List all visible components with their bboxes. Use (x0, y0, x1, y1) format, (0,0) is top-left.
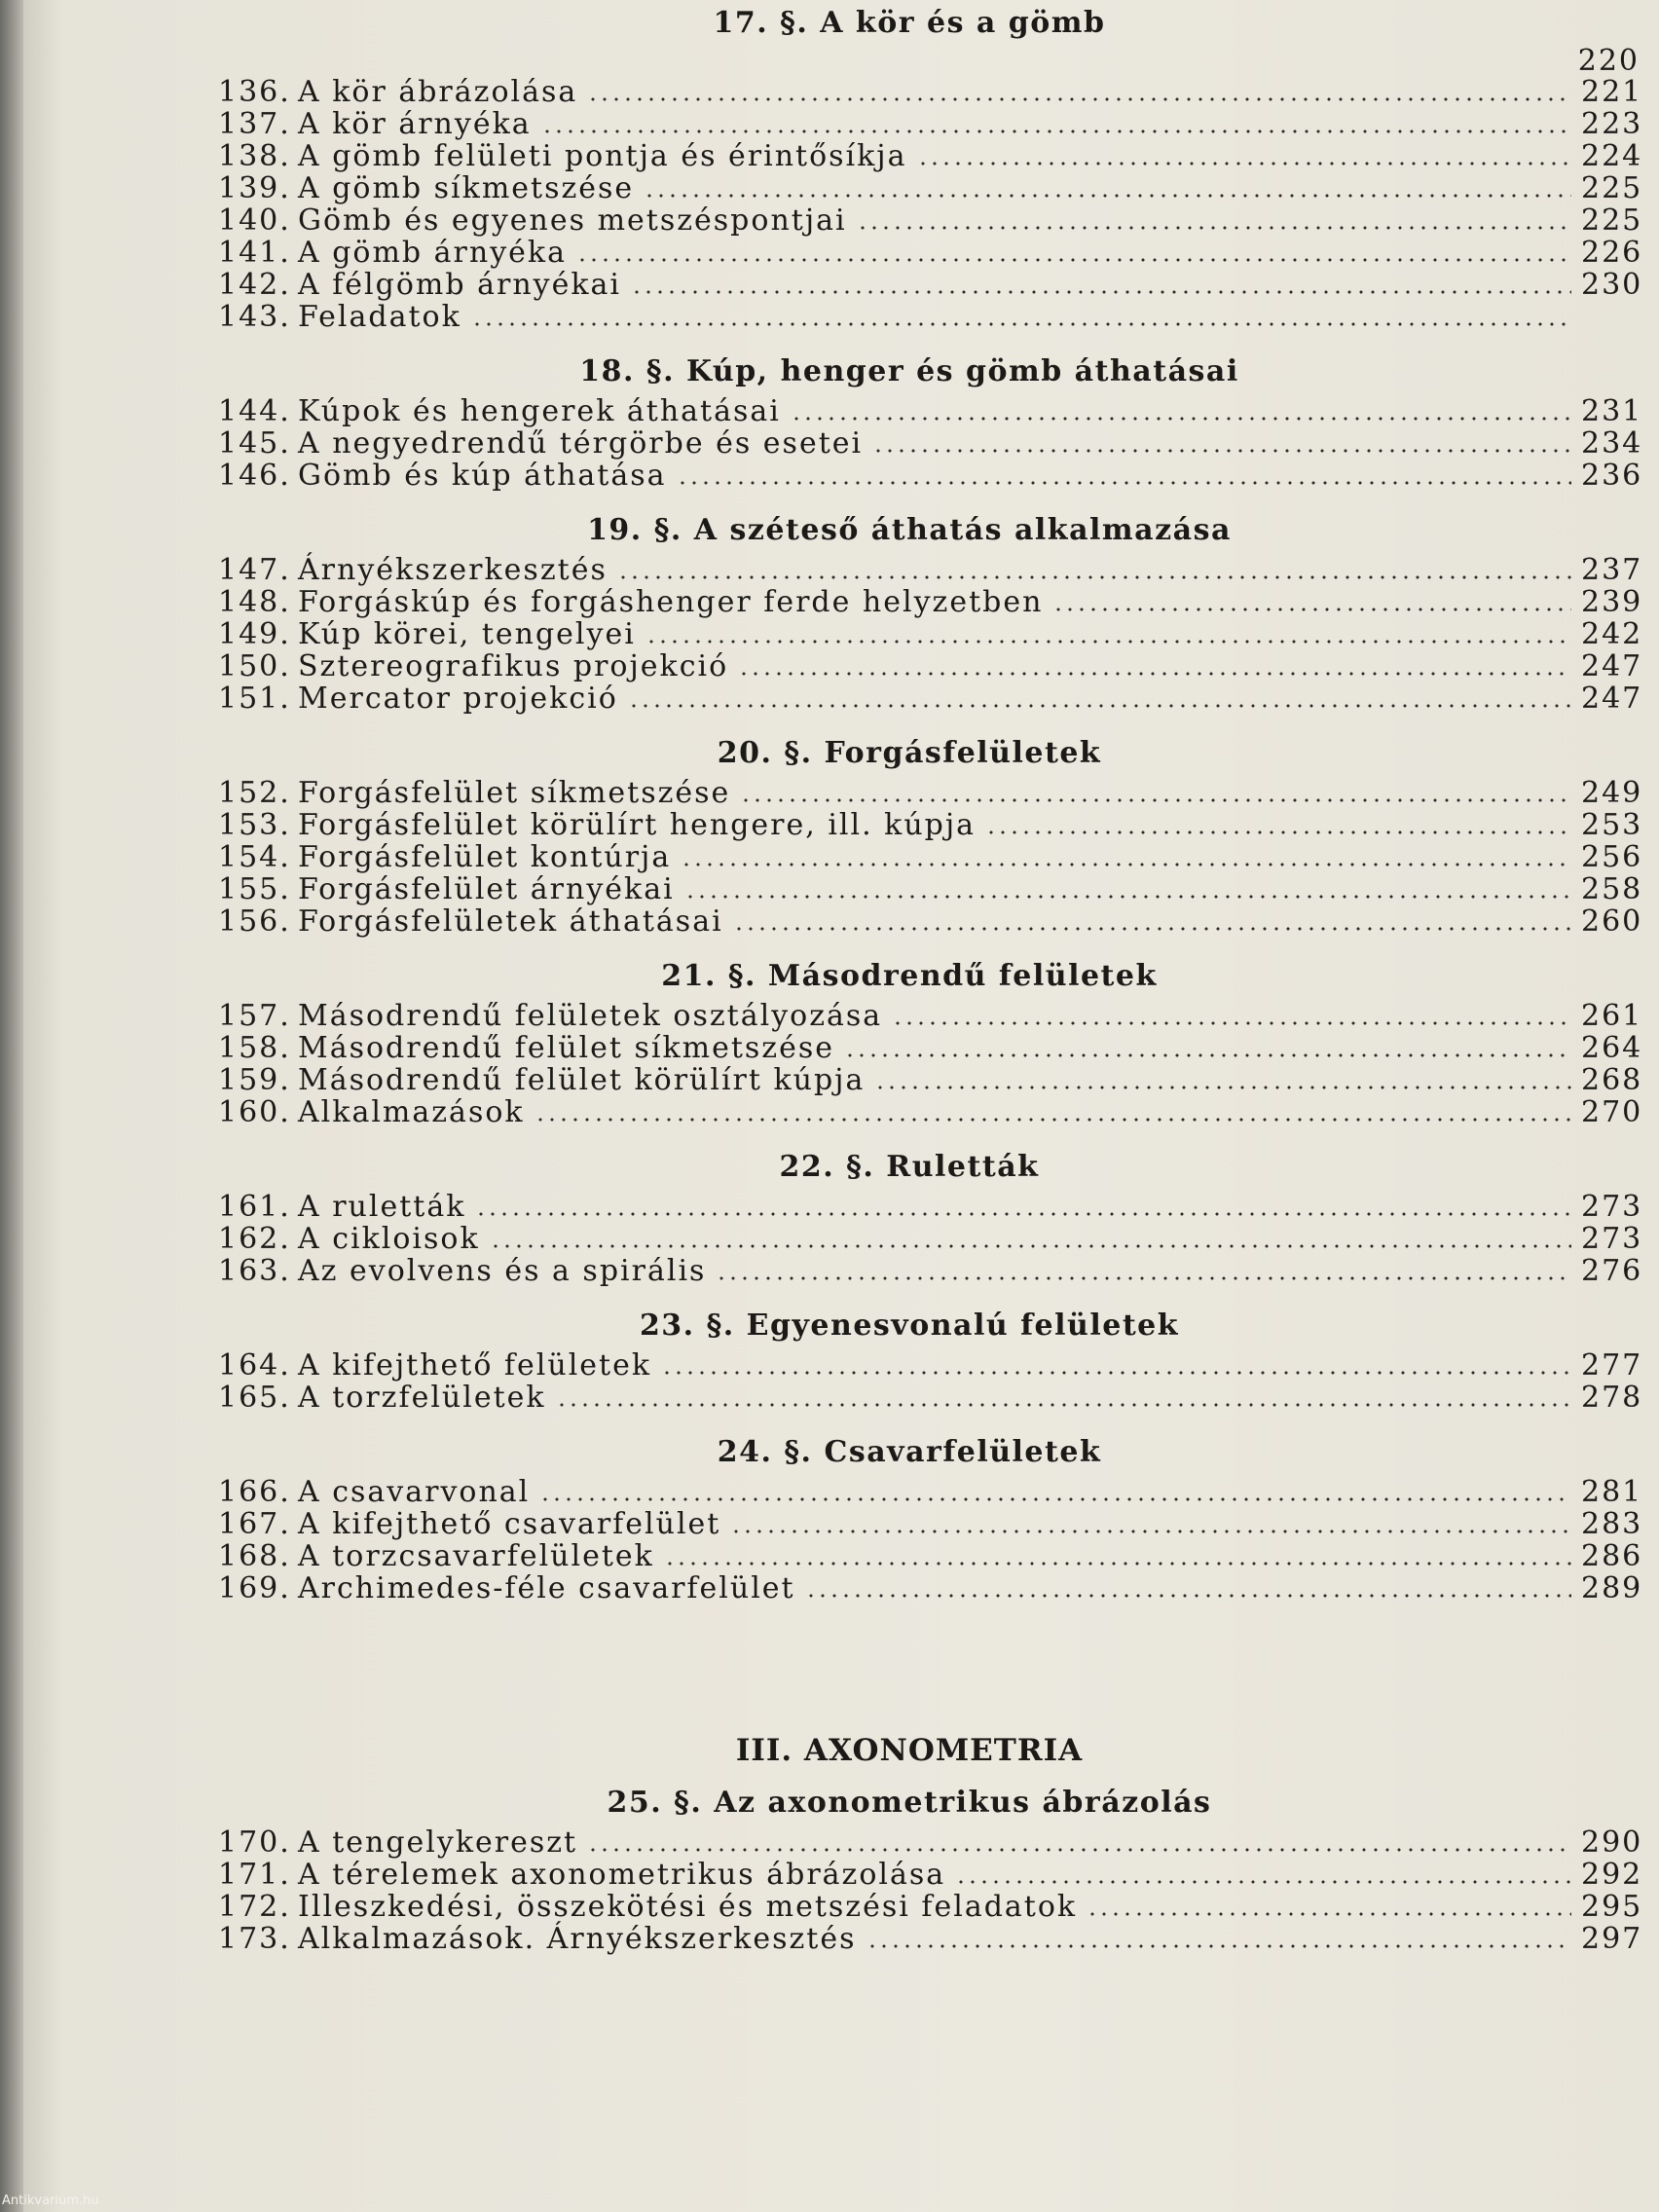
entry-page-number: 277 (1581, 1348, 1643, 1382)
toc-section (218, 1303, 1643, 1415)
entry-number: 160. (218, 1095, 291, 1129)
entry-title: A gömb síkmetszése (298, 171, 635, 205)
dot-leader (587, 97, 1571, 101)
dot-leader (955, 1880, 1571, 1884)
entry-number: 150. (218, 649, 291, 683)
entry-page-number: 236 (1581, 459, 1643, 493)
toc-entry[interactable] (218, 171, 1643, 205)
entry-title: A torzfelületek (298, 1381, 546, 1415)
section-heading: 17. §. A kör és a gömb (713, 6, 1106, 40)
entry-title: A kör ábrázolása (298, 75, 578, 109)
entry-page-number: 223 (1581, 107, 1643, 141)
entry-page-number: 297 (1581, 1922, 1643, 1956)
entry-title: Sztereografikus projekció (298, 649, 729, 683)
section-heading: 19. §. A széteső áthatás alkalmazása (587, 513, 1232, 547)
toc-section (218, 349, 1643, 493)
dot-leader (587, 1848, 1571, 1852)
entry-page-number: 253 (1581, 808, 1643, 842)
dot-leader (872, 449, 1571, 453)
toc-entry[interactable] (218, 1063, 1643, 1097)
part-heading: III. AXONOMETRIA (735, 1733, 1084, 1768)
entry-page-number: 290 (1581, 1825, 1643, 1860)
toc-entry[interactable] (218, 649, 1643, 683)
entry-title: Árnyékszerkesztés (298, 553, 608, 587)
entry-number: 167. (218, 1507, 291, 1541)
toc-entry[interactable] (218, 1190, 1643, 1224)
entry-number: 165. (218, 1381, 291, 1415)
dot-leader (684, 895, 1571, 899)
entry-page-number: 231 (1581, 394, 1643, 428)
entry-page-number: 237 (1581, 553, 1643, 587)
entry-page-number: 256 (1581, 840, 1643, 874)
entry-number: 145. (218, 426, 291, 461)
toc-section (218, 730, 1643, 939)
dot-leader (471, 322, 1571, 326)
entry-page-number: 289 (1581, 1571, 1643, 1605)
entry-title: Forgáskúp és forgáshenger ferde helyzetben (298, 585, 1044, 619)
entry-page-number: 278 (1581, 1381, 1643, 1415)
entry-number: 136. (218, 75, 291, 109)
dot-leader (892, 1021, 1571, 1025)
toc-entry[interactable] (218, 585, 1643, 619)
entry-page-number: 260 (1581, 904, 1643, 939)
entry-title: A félgömb árnyékai (298, 268, 622, 302)
entry-title: Másodrendű felület síkmetszése (298, 1031, 834, 1065)
entry-page-number: 264 (1581, 1031, 1643, 1065)
dot-leader (490, 1244, 1571, 1248)
entry-title: Kúp körei, tengelyei (298, 617, 636, 651)
entry-number: 170. (218, 1825, 291, 1860)
entry-title: Mercator projekció (298, 682, 618, 716)
dot-leader (874, 1086, 1571, 1089)
watermark: Antikvarium.hu (2, 2194, 99, 2208)
toc-entry[interactable] (218, 394, 1643, 428)
dot-leader (475, 1212, 1571, 1216)
entry-page-number: 230 (1581, 268, 1643, 302)
entry-page-number: 281 (1581, 1475, 1643, 1509)
entry-number: 171. (218, 1858, 291, 1892)
table-of-contents (218, 0, 1643, 1971)
entry-number: 159. (218, 1063, 291, 1097)
toc-entry[interactable] (218, 139, 1643, 173)
entry-number: 139. (218, 171, 291, 205)
toc-entry[interactable] (218, 776, 1643, 810)
entry-number: 143. (218, 300, 291, 334)
toc-entry[interactable] (218, 1348, 1643, 1382)
toc-entry[interactable] (218, 553, 1643, 587)
entry-title: Feladatok (298, 300, 461, 334)
entry-number: 153. (218, 808, 291, 842)
entry-number: 173. (218, 1922, 291, 1956)
dot-leader (1087, 1912, 1571, 1916)
entry-page-number: 224 (1581, 139, 1643, 173)
entry-number: 141. (218, 236, 291, 270)
toc-entry[interactable] (218, 1571, 1643, 1605)
dot-leader (541, 129, 1571, 133)
toc-section (218, 0, 1643, 334)
entry-page-number: 286 (1581, 1539, 1643, 1573)
toc-entry[interactable] (218, 1858, 1643, 1892)
dot-leader (556, 1403, 1571, 1407)
entry-title: A kör árnyéka (298, 107, 532, 141)
dot-leader (844, 1053, 1571, 1057)
toc-entry[interactable] (218, 1825, 1643, 1860)
entry-number: 149. (218, 617, 291, 651)
toc-entry[interactable] (218, 203, 1643, 238)
entry-title: Forgásfelület síkmetszése (298, 776, 731, 810)
entry-title: Forgásfelület körülírt hengere, ill. kúpja (298, 808, 977, 842)
dot-leader (661, 1371, 1571, 1375)
dot-leader (677, 481, 1571, 485)
section-heading: 24. §. Csavarfelületek (717, 1435, 1102, 1469)
toc-entry[interactable] (218, 1475, 1643, 1509)
entry-number: 138. (218, 139, 291, 173)
entry-number: 162. (218, 1222, 291, 1256)
entry-title: A gömb felületi pontja és érintősíkja (298, 139, 907, 173)
toc-entry[interactable] (218, 1890, 1643, 1924)
entry-number: 144. (218, 394, 291, 428)
entry-page-number: 225 (1581, 203, 1643, 238)
entry-number: 154. (218, 840, 291, 874)
entry-number: 146. (218, 459, 291, 493)
book-page (23, 0, 1659, 2212)
entry-page-number: 225 (1581, 171, 1643, 205)
toc-entry[interactable] (218, 1031, 1643, 1065)
dot-leader (866, 1944, 1572, 1948)
entry-page-number: 295 (1581, 1890, 1643, 1924)
entry-number: 158. (218, 1031, 291, 1065)
entry-number: 151. (218, 682, 291, 716)
dot-leader (1052, 608, 1571, 611)
dot-leader (738, 672, 1571, 676)
section-heading: 20. §. Forgásfelületek (717, 736, 1102, 770)
entry-title: A gömb árnyéka (298, 236, 567, 270)
entry-page-number: 273 (1581, 1222, 1643, 1256)
dot-leader (985, 830, 1571, 834)
entry-title: Másodrendű felület körülírt kúpja (298, 1063, 866, 1097)
entry-page-number: 276 (1581, 1254, 1643, 1288)
toc-entry[interactable] (218, 682, 1643, 716)
toc-entry[interactable] (218, 1254, 1643, 1288)
entry-page-number: 226 (1581, 236, 1643, 270)
section-page-number: 220 (1577, 44, 1640, 78)
entry-title: Alkalmazások (298, 1095, 525, 1129)
entry-page-number: 234 (1581, 426, 1643, 461)
entry-page-number: 268 (1581, 1063, 1643, 1097)
dot-leader (576, 258, 1571, 262)
entry-title: Archimedes-féle csavarfelület (298, 1571, 795, 1605)
dot-leader (917, 162, 1572, 166)
dot-leader (645, 640, 1571, 644)
entry-page-number: 247 (1581, 682, 1643, 716)
dot-leader (791, 417, 1571, 421)
entry-number: 157. (218, 999, 291, 1033)
toc-entry[interactable] (218, 301, 1640, 333)
entry-page-number: 221 (1581, 75, 1643, 109)
toc-entry[interactable] (218, 999, 1643, 1033)
entry-title: A torzcsavarfelületek (298, 1539, 654, 1573)
section-heading: 23. §. Egyenesvonalú felületek (639, 1309, 1180, 1343)
entry-page-number: 283 (1581, 1507, 1643, 1541)
entry-title: A tengelykereszt (298, 1825, 578, 1860)
toc-entry[interactable] (218, 426, 1643, 461)
entry-number: 161. (218, 1190, 291, 1224)
entry-page-number: 249 (1581, 776, 1643, 810)
entry-title: Másodrendű felületek osztályozása (298, 999, 883, 1033)
toc-entry[interactable] (218, 840, 1643, 874)
entry-number: 169. (218, 1571, 291, 1605)
entry-page-number: 258 (1581, 872, 1643, 906)
entry-number: 172. (218, 1890, 291, 1924)
toc-entry[interactable] (218, 268, 1643, 302)
entry-title: A kifejthető csavarfelület (298, 1507, 721, 1541)
entry-page-number: 270 (1581, 1095, 1643, 1129)
entry-page-number: 247 (1581, 649, 1643, 683)
entry-page-number: 239 (1581, 585, 1643, 619)
entry-title: Az evolvens és a spirális (298, 1254, 707, 1288)
toc-entry[interactable] (218, 872, 1643, 906)
dot-leader (631, 290, 1571, 294)
entry-number: 155. (218, 872, 291, 906)
book-spine (0, 0, 23, 2212)
toc-entry[interactable] (218, 1539, 1643, 1573)
entry-title: A csavarvonal (298, 1475, 531, 1509)
toc-entry[interactable] (218, 1222, 1643, 1256)
toc-entry[interactable] (218, 459, 1643, 493)
entry-page-number: 261 (1581, 999, 1643, 1033)
toc-entry[interactable] (218, 236, 1643, 270)
entry-title: Illeszkedési, összekötési és metszési feladatok (298, 1890, 1078, 1924)
entry-number: 142. (218, 268, 291, 302)
section-heading: 22. §. Ruletták (779, 1150, 1040, 1184)
toc-entry[interactable] (218, 1381, 1643, 1415)
dot-leader (805, 1594, 1571, 1598)
toc-section (218, 1429, 1643, 1605)
entry-number: 148. (218, 585, 291, 619)
entry-title: Kúpok és hengerek áthatásai (298, 394, 781, 428)
toc-entry[interactable] (218, 1507, 1643, 1541)
entry-title: Alkalmazások. Árnyékszerkesztés (298, 1922, 857, 1956)
toc-entry[interactable] (218, 808, 1643, 842)
dot-leader (681, 863, 1571, 866)
entry-number: 166. (218, 1475, 291, 1509)
dot-leader (857, 226, 1571, 230)
entry-number: 152. (218, 776, 291, 810)
dot-leader (740, 798, 1571, 802)
entry-title: Forgásfelület kontúrja (298, 840, 672, 874)
entry-title: Forgásfelület árnyékai (298, 872, 675, 906)
entry-title: A negyedrendű térgörbe és esetei (298, 426, 864, 461)
section-heading: 21. §. Másodrendű felületek (661, 959, 1158, 993)
entry-number: 164. (218, 1348, 291, 1382)
toc-entry[interactable] (218, 617, 1643, 651)
toc-section (218, 953, 1643, 1129)
entry-page-number: 273 (1581, 1190, 1643, 1224)
entry-title: A kifejthető felületek (298, 1348, 652, 1382)
toc-entry[interactable] (218, 107, 1643, 141)
entry-number: 168. (218, 1539, 291, 1573)
toc-section (218, 1144, 1643, 1288)
entry-page-number: 242 (1581, 617, 1643, 651)
entry-number: 163. (218, 1254, 291, 1288)
dot-leader (730, 1530, 1571, 1533)
toc-section (218, 507, 1643, 716)
entry-number: 147. (218, 553, 291, 587)
toc-section (218, 1780, 1643, 1956)
dot-leader (628, 704, 1571, 708)
toc-entry[interactable] (218, 1922, 1643, 1956)
dot-leader (644, 194, 1571, 198)
entry-number: 137. (218, 107, 291, 141)
entry-page-number: 292 (1581, 1858, 1643, 1892)
dot-leader (733, 927, 1571, 931)
entry-title: Gömb és kúp áthatása (298, 459, 667, 493)
entry-title: Forgásfelületek áthatásai (298, 904, 723, 939)
dot-leader (664, 1562, 1571, 1566)
entry-title: A térelemek axonometrikus ábrázolása (298, 1858, 946, 1892)
dot-leader (535, 1118, 1571, 1122)
dot-leader (716, 1276, 1571, 1280)
entry-number: 140. (218, 203, 291, 238)
entry-title: Gömb és egyenes metszéspontjai (298, 203, 847, 238)
toc-entry[interactable] (218, 904, 1643, 939)
entry-number: 156. (218, 904, 291, 939)
section-heading: 25. §. Az axonometrikus ábrázolás (607, 1786, 1212, 1820)
toc-entry[interactable] (218, 75, 1643, 109)
entry-title: A cikloisok (298, 1222, 480, 1256)
dot-leader (617, 575, 1571, 579)
dot-leader (539, 1497, 1571, 1501)
toc-entry[interactable] (218, 1095, 1643, 1129)
section-heading: 18. §. Kúp, henger és gömb áthatásai (579, 354, 1239, 388)
entry-title: A ruletták (298, 1190, 466, 1224)
